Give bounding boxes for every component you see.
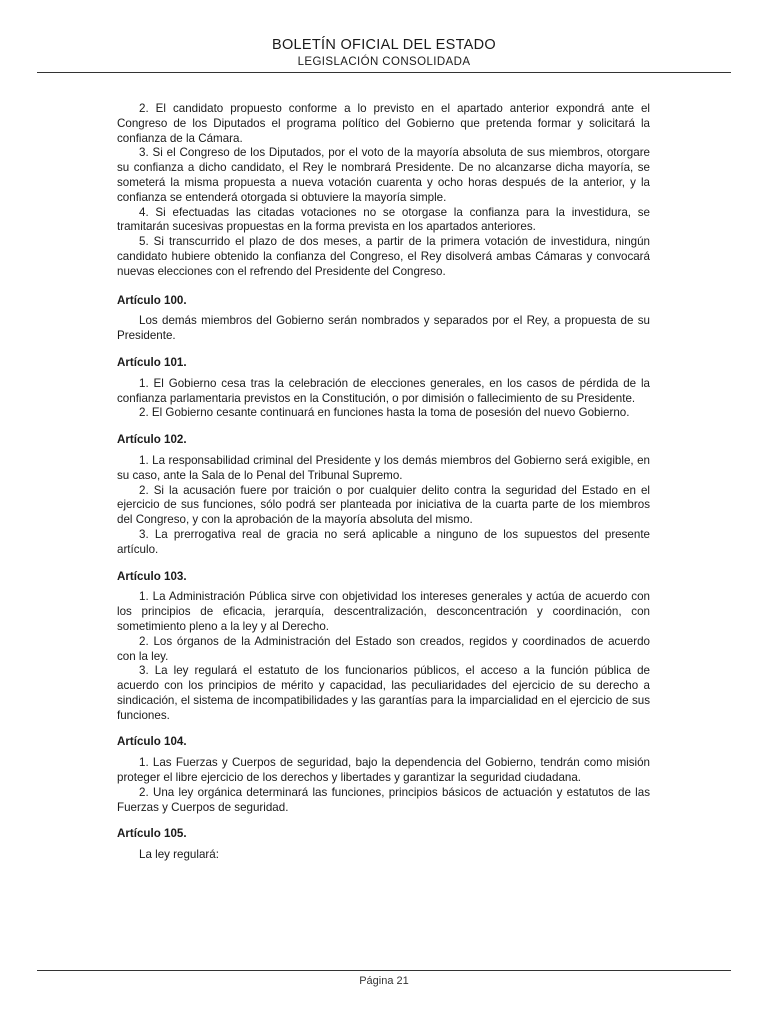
article-103-paragraph-1: 1. La Administración Pública sirve con objetividad los intereses generales y actúa de acuerdo con los principios de eficacia, jerarquía, descentralización, desconcentración y coordinación, con sometimiento pleno a la ley y al Derecho. <box>117 590 650 633</box>
article-103-heading: Artículo 103. <box>117 569 187 583</box>
article-102-paragraph-3: 3. La prerrogativa real de gracia no será aplicable a ninguno de los supuestos del presente artículo. <box>117 527 650 556</box>
article-104-heading: Artículo 104. <box>117 735 187 749</box>
document-body <box>117 102 650 863</box>
article-102-heading: Artículo 102. <box>117 433 187 447</box>
intro-paragraph-5: 5. Si transcurrido el plazo de dos meses, a partir de la primera votación de investidura, ningún candidato hubiere obtenido la confianza del Congreso, el Rey disolverá ambas Cámaras y convocará nuevas elecciones con el refrendo del Presidente del Congreso. <box>117 235 650 278</box>
intro-paragraph-3: 3. Si el Congreso de los Diputados, por el voto de la mayoría absoluta de sus miembros, otorgare su confianza a dicho candidato, el Rey le nombrará Presidente. De no alcanzarse dicha mayoría, se someterá la misma propuesta a nueva votación cuarenta y ocho horas después de la anterior, y la confianza se entenderá otorgada si obtuviere la mayoría simple. <box>117 146 650 204</box>
intro-paragraph-2: 2. El candidato propuesto conforme a lo previsto en el apartado anterior expondrá ante el Congreso de los Diputados el programa político del Gobierno que pretenda formar y solicitará la confianza de la Cámara. <box>117 102 650 145</box>
article-104-paragraph-1: 1. Las Fuerzas y Cuerpos de seguridad, bajo la dependencia del Gobierno, tendrán como misión proteger el libre ejercicio de los derechos y libertades y garantizar la seguridad ciudadana. <box>117 756 650 785</box>
intro-paragraph-4: 4. Si efectuadas las citadas votaciones no se otorgase la confianza para la investidura, se tramitarán sucesivas propuestas en la forma prevista en los apartados anteriores. <box>117 205 650 234</box>
page-number: Página 21 <box>359 975 409 987</box>
article-103-paragraph-3: 3. La ley regulará el estatuto de los funcionarios públicos, el acceso a la función pública de acuerdo con los principios de mérito y capacidad, las peculiaridades del ejercicio de su derecho a sindicación, el sistema de incompatibilidades y las garantías para la imparcialidad en el ejercicio de sus funciones. <box>117 664 650 722</box>
document-header <box>37 36 731 70</box>
article-105-heading: Artículo 105. <box>117 827 187 841</box>
article-100-paragraph: Los demás miembros del Gobierno serán nombrados y separados por el Rey, a propuesta de su Presidente. <box>117 314 650 343</box>
article-102-paragraph-2: 2. Si la acusación fuere por traición o por cualquier delito contra la seguridad del Estado en el ejercicio de sus funciones, sólo podrá ser planteada por iniciativa de la cuarta parte de los miembros del Congreso, y con la aprobación de la mayoría absoluta del mismo. <box>117 483 650 527</box>
article-103-paragraph-2: 2. Los órganos de la Administración del Estado son creados, regidos y coordinados de acuerdo con la ley. <box>117 634 650 663</box>
header-subtitle: LEGISLACIÓN CONSOLIDADA <box>297 56 471 68</box>
header-title: BOLETÍN OFICIAL DEL ESTADO <box>271 37 496 53</box>
article-102-paragraph-1: 1. La responsabilidad criminal del Presidente y los demás miembros del Gobierno será exigible, en su caso, ante la Sala de lo Penal del Tribunal Supremo. <box>117 453 650 482</box>
article-104-paragraph-2: 2. Una ley orgánica determinará las funciones, principios básicos de actuación y estatutos de las Fuerzas y Cuerpos de seguridad. <box>117 785 650 814</box>
article-100-heading: Artículo 100. <box>117 293 187 307</box>
footer-divider <box>37 970 731 971</box>
article-101-paragraph-1: 1. El Gobierno cesa tras la celebración de elecciones generales, en los casos de pérdida de la confianza parlamentaria previstos en la Constitución, o por dimisión o fallecimiento de su Presidente. <box>117 376 650 405</box>
article-101-paragraph-2: 2. El Gobierno cesante continuará en funciones hasta la toma de posesión del nuevo Gobierno. <box>139 406 630 420</box>
header-divider <box>37 72 731 73</box>
article-101-heading: Artículo 101. <box>117 355 187 369</box>
article-105-paragraph: La ley regulará: <box>139 848 219 862</box>
